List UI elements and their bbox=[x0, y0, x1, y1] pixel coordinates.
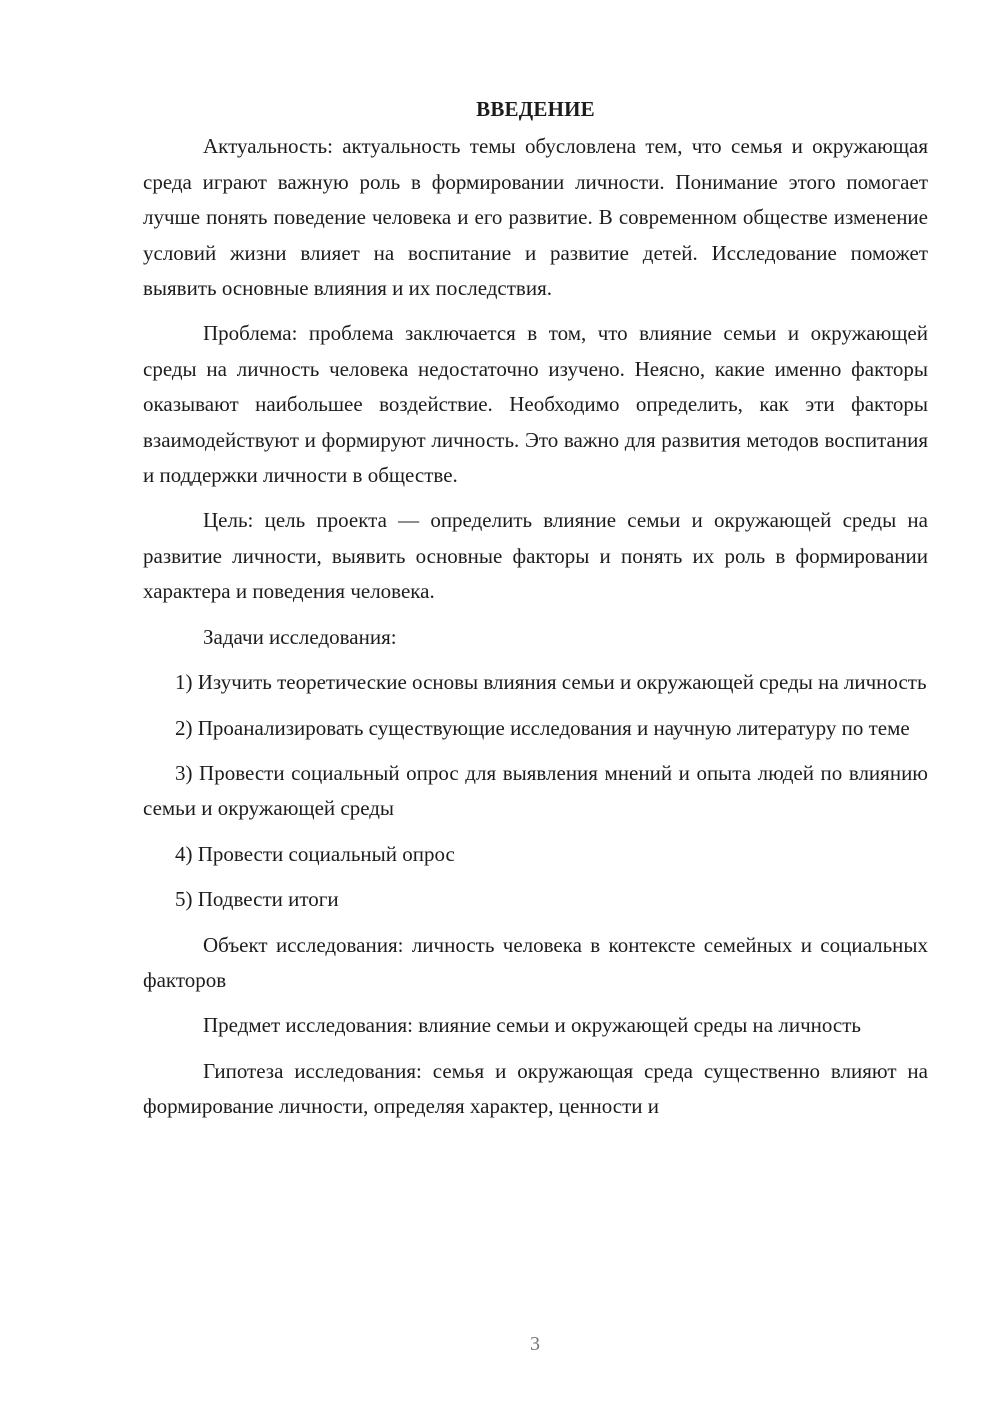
goal-paragraph: Цель: цель проекта — определить влияние семьи и окружающей среды на развитие личности, выявить основные факторы и понять их роль в формировании характера и поведения человека. bbox=[143, 508, 928, 604]
page-content bbox=[143, 92, 928, 1135]
page-number: 3 bbox=[530, 1333, 540, 1355]
relevance-paragraph: Актуальность: актуальность темы обусловлена тем, что семья и окружающая среда играют важную роль в формировании личности. Понимание этого помогает лучше понять поведение человека и его развитие. В современном обществе изменение условий жизни влияет на воспитание и развитие детей. Исследование поможет выявить основные влияния и их последствия. bbox=[143, 134, 928, 301]
hypothesis-paragraph: Гипотеза исследования: семья и окружающая среда существенно влияют на формирование личности, определяя характер, ценности и bbox=[143, 1058, 928, 1119]
subject-paragraph: Предмет исследования: влияние семьи и окружающей среды на личность bbox=[203, 1013, 861, 1038]
task-item: 3) Провести социальный опрос для выявления мнений и опыта людей по влиянию семьи и окружающей среды bbox=[143, 760, 928, 821]
task-item: 2) Проанализировать существующие исследования и научную литературу по теме bbox=[175, 715, 910, 740]
task-item: 4) Провести социальный опрос bbox=[175, 841, 455, 866]
section-title: ВВЕДЕНИЕ bbox=[476, 97, 595, 121]
tasks-heading: Задачи исследования: bbox=[203, 624, 397, 649]
task-item: 1) Изучить теоретические основы влияния семьи и окружающей среды на личность bbox=[175, 670, 927, 695]
object-paragraph: Объект исследования: личность человека в контексте семейных и социальных факторов bbox=[143, 932, 928, 992]
task-item: 5) Подвести итоги bbox=[175, 887, 339, 912]
problem-paragraph: Проблема: проблема заключается в том, что влияние семьи и окружающей среды на личность человека недостаточно изучено. Неясно, какие именно факторы оказывают наибольшее воздействие. Необходимо определить, как эти факторы взаимодействуют и формируют личность. Это важно для развития методов воспитания и поддержки личности в обществе. bbox=[143, 321, 928, 488]
